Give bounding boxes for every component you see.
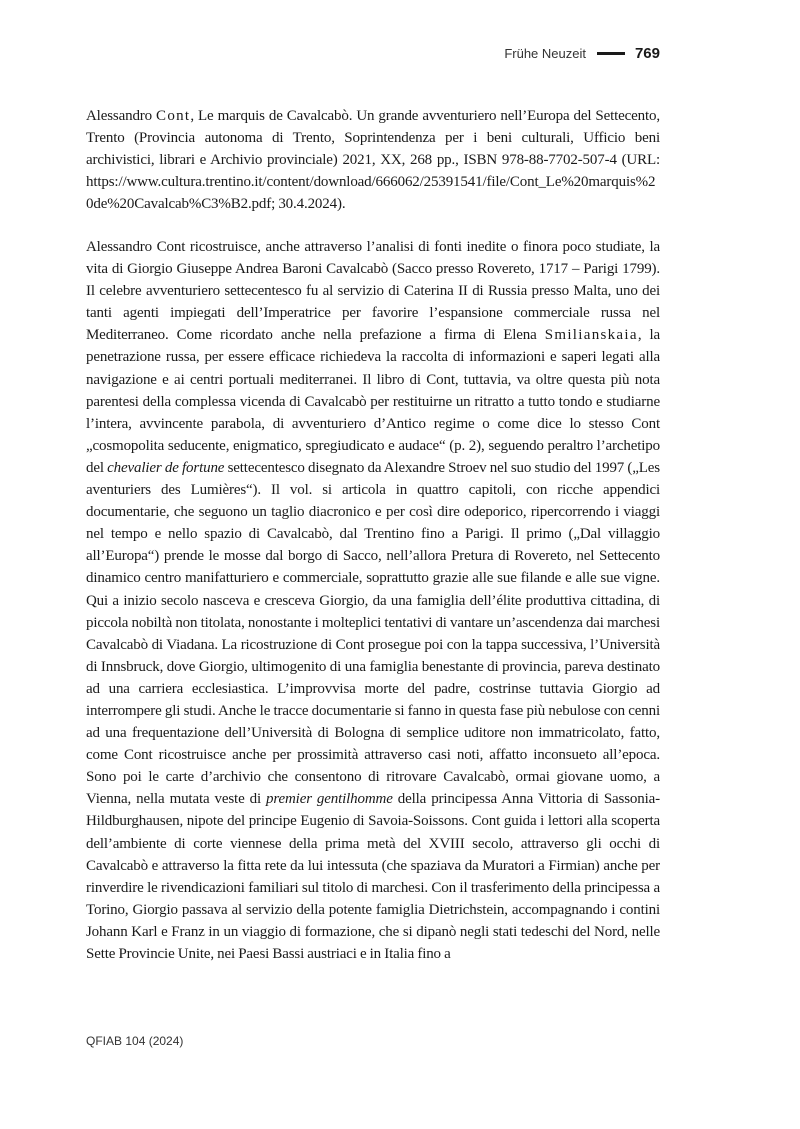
body-text-4: della principessa Anna Vittoria di Sassonia-Hildburghausen, nipote del principe Eugenio di Savoia-Soissons. Cont guida i lettori alla scoperta dell’ambiente di corte viennese della prima metà del XVIII secolo, attraverso gli occhi di Cavalcabò e attraverso la fitta rete da lui intessuta (che spaziava da Muratori a Firmian) anche per rinverdire le rivendicazioni familiari sul titolo di marchesi. Con il trasferimento della principessa a Torino, Giorgio passava al servizio della potente famiglia Dietrichstein, accompagnando i contini Johann Karl e Franz in un viaggio di formazione, che si dipanò negli stati tedeschi del Nord, nelle Sette Provincie Unite, nei Paesi Bassi austriaci e in Italia fino a [86,791,660,962]
italic-term-premier: premier gentilhomme [266,791,393,808]
body-text-1: Alessandro Cont ricostruisce, anche attraverso l’analisi di fonti inedite o finora poco studiate, la vita di Giorgio Giuseppe Andrea Baroni Cavalcabò (Sacco presso Rovereto, 1717 – Parigi 1799). Il celebre avventuriero settecentesco fu al servizio di Caterina II di Russia presso Malta, uno dei tanti agenti impiegati dell’Imperatrice per favorire l’espansione commerciale russa nel Mediterraneo. Come ricordato anche nella prefazione a firma di Elena [86,239,660,344]
citation-author-last: Cont [156,108,191,124]
review-body [86,236,660,965]
journal-footer: QFIAB 104 (2024) [86,1034,184,1048]
book-citation [86,105,660,215]
page-number: 769 [634,44,660,62]
running-header [300,42,660,64]
section-title: Frühe Neuzeit [504,45,586,61]
body-text-2: , la penetrazione russa, per essere efficace richiedeva la raccolta di informazioni e saperi legati alla navigazione e ai centri portuali mediterranei. Il libro di Cont, tuttavia, va oltre questa più nota parentesi della complessa vicenda di Cavalcabò per restituirne un ritratto a tutto tondo e studiarne l’intera, avvincente parabola, di avventuriero d’Antico regime o come dice lo stesso Cont „cosmopolita seducente, enigmatico, spregiudicato e audace“ (p. 2), seguendo peraltro l’archetipo del [86,327,661,476]
citation-author-first: Alessandro [86,108,152,124]
citation-details: , Le marquis de Cavalcabò. Un grande avventuriero nell’Europa del Settecento, Trento (Provincia autonoma di Trento, Soprintendenza per i beni culturali, Ufficio beni archivistici, librari e Archivio provinciale) 2021, XX, 268 pp., ISBN 978-88-7702-507-4 (URL: https://www.cultura.trentino.it/content/download/666062/25391541/file/Cont_Le%20marquis%20de%20Cavalcab%C3%B2.pdf; 30.4.2024). [86,108,660,213]
prefacer-name: Smilianskaia [544,327,638,344]
body-text-3: settecentesco disegnato da Alexandre Stroev nel suo studio del 1997 („Les aventuriers des Lumières“). Il vol. si articola in quattro capitoli, con ricche appendici documentarie, che seguono un taglio diacronico e per così dire odeporico, ripercorrendo i viaggi nel tempo e nello spazio di Cavalcabò, dal Trentino fino a Parigi. Il primo („Dal villaggio all’Europa“) prende le mosse dal borgo di Sacco, nell’allora Pretura di Rovereto, nel Settecento dinamico centro manifatturiero e commerciale, soprattutto grazie alle sue filande e alle sue vigne. Qui a inizio secolo nasceva e cresceva Giorgio, da una famiglia dell’élite produttiva cittadina, di piccola nobiltà non titolata, nonostante i molteplici tentativi di vantare un’ascendenza dai marchesi Cavalcabò di Viadana. La ricostruzione di Cont prosegue poi con la tappa successiva, l’Università di Innsbruck, dove Giorgio, ultimogenito di una famiglia benestante di provincia, pareva destinato ad una carriera ecclesiastica. L’improvvisa morte del padre, costrinse tuttavia Giorgio ad interrompere gli studi. Anche le tracce documentarie si fanno in questa fase più nebulose con cenni ad una frequentazione dell’Università di Bologna di semplice uditore non immatricolato, fatto, come Cont ricostruisce anche per prossimità attraverso casi noti, affatto inconsueto all’epoca. Sono poi le carte d’archivio che consentono di ritrovare Cavalcabò, ormai giovane uomo, a Vienna, nella mutata veste di [86,459,660,808]
italic-term-chevalier: chevalier de fortune [107,459,225,476]
header-rule [597,52,625,55]
